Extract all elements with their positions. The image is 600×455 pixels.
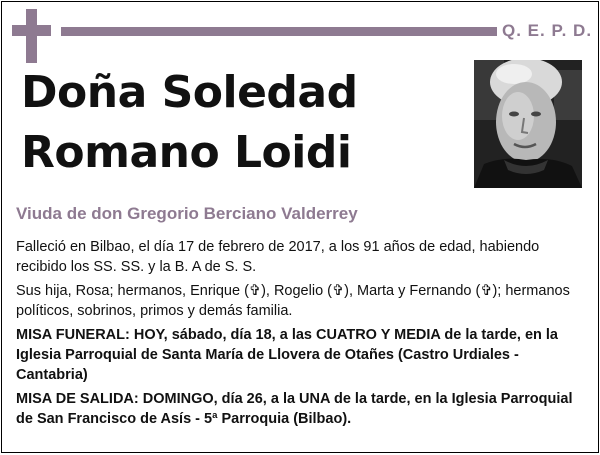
departure-mass-paragraph: MISA DE SALIDA: DOMINGO, día 26, a la UNA de la tarde, en la Iglesia Parroquial de San Francisco de Asís - 5ª Parroquia (Bilbao).	[16, 391, 573, 427]
obituary-card	[1, 1, 599, 453]
funeral-mass-paragraph: MISA FUNERAL: HOY, sábado, día 18, a las CUATRO Y MEDIA de la tarde, en la Iglesia Parroquial de Santa María de Llovera de Otañes (Castro Urdiales - Cantabria)	[16, 327, 558, 383]
deceased-name-line1: Doña Soledad	[21, 67, 358, 118]
cross-vertical-bar	[26, 9, 37, 63]
header-rule	[61, 27, 497, 36]
cross-horizontal-bar	[12, 25, 51, 36]
family-paragraph: Sus hija, Rosa; hermanos, Enrique (✞), Rogelio (✞), Marta y Fernando (✞); hermanos políticos, sobrinos, primos y demás familia.	[16, 283, 570, 319]
obituary-body	[16, 237, 586, 433]
widow-subtitle: Viuda de don Gregorio Berciano Valderrey	[16, 204, 358, 223]
portrait-illustration	[474, 60, 582, 188]
death-notice-paragraph: Falleció en Bilbao, el día 17 de febrero de 2017, a los 91 años de edad, habiendo recibido los SS. SS. y la B. A de S. S.	[16, 239, 540, 275]
deceased-name-line2: Romano Loidi	[21, 127, 352, 178]
qepd-label: Q. E. P. D.	[502, 21, 593, 40]
portrait-photo	[474, 60, 582, 188]
